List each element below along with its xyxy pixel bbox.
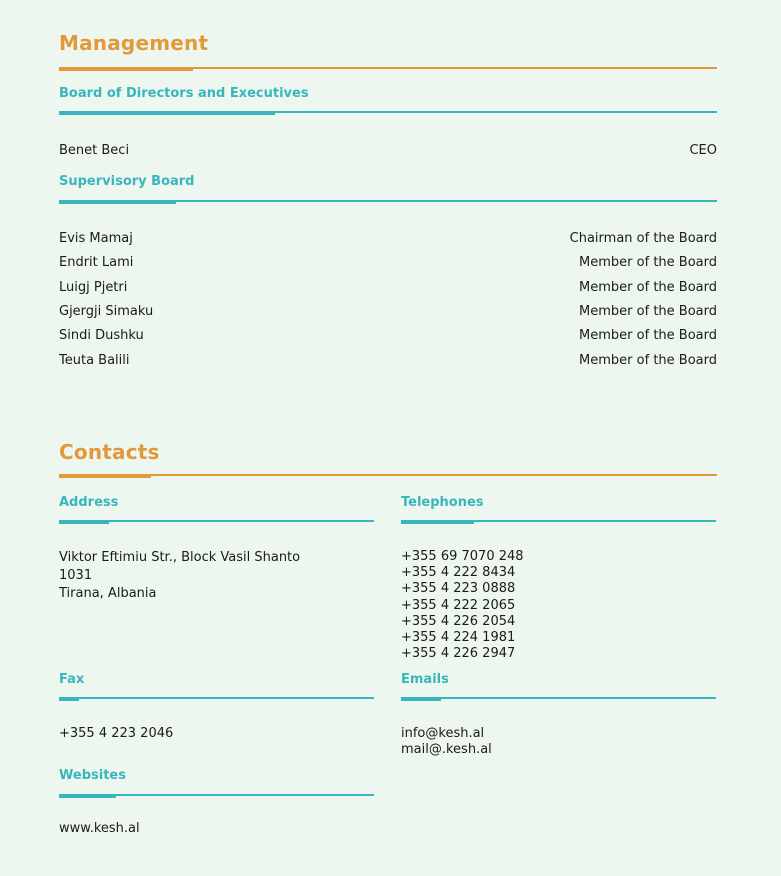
email-link[interactable]: mail@.kesh.al (401, 742, 492, 758)
address-line: 1031 (59, 568, 93, 583)
supervisory-divider (59, 200, 717, 202)
phone-number: +355 4 226 2947 (401, 646, 516, 662)
member-name: Luigj Pjetri (59, 280, 128, 295)
fax-heading: Fax (59, 672, 85, 687)
phone-number: +355 4 226 2054 (401, 613, 516, 629)
member-name: Sindi Dushku (59, 328, 144, 343)
member-role: Member of the Board (579, 328, 717, 343)
member-name: Evis Mamaj (59, 231, 133, 246)
board-exec-heading: Board of Directors and Executives (59, 86, 309, 101)
phone-number: +355 69 7070 248 (401, 549, 524, 564)
member-name: Endrit Lami (59, 255, 134, 270)
email-link[interactable]: info@kesh.al (401, 726, 485, 741)
member-name: Gjergji Simaku (59, 304, 154, 319)
supervisory-heading: Supervisory Board (59, 174, 195, 189)
address-divider (59, 520, 374, 522)
address-line: Viktor Eftimiu Str., Block Vasil Shanto (59, 550, 301, 565)
contacts-heading: Contacts (59, 440, 160, 464)
address-heading: Address (59, 495, 119, 510)
member-role: Member of the Board (579, 304, 717, 319)
phone-number: +355 4 223 0888 (401, 581, 516, 597)
emails-divider (401, 697, 716, 699)
management-heading: Management (59, 31, 209, 55)
management-divider (59, 67, 717, 69)
emails-heading: Emails (401, 672, 449, 687)
phone-number: +355 4 222 2065 (401, 597, 516, 613)
fax-number: +355 4 223 2046 (59, 726, 174, 741)
emails-list (401, 726, 492, 758)
member-role: Chairman of the Board (569, 231, 717, 246)
contacts-divider (59, 474, 717, 476)
telephones-divider (401, 520, 716, 522)
member-name: Teuta Balili (59, 353, 130, 368)
address-block (59, 549, 374, 603)
website-link[interactable]: www.kesh.al (59, 821, 140, 836)
member-name: Benet Beci (59, 143, 130, 158)
phone-number: +355 4 222 8434 (401, 565, 516, 581)
telephones-list (401, 549, 716, 662)
board-exec-divider (59, 111, 717, 113)
member-role: Member of the Board (579, 280, 717, 295)
telephones-heading: Telephones (401, 495, 484, 510)
address-line: Tirana, Albania (59, 586, 157, 601)
member-role: Member of the Board (579, 255, 717, 270)
websites-divider (59, 794, 374, 796)
member-role: Member of the Board (579, 353, 717, 368)
websites-heading: Websites (59, 768, 126, 783)
member-role: CEO (689, 143, 717, 158)
phone-number: +355 4 224 1981 (401, 630, 516, 646)
fax-divider (59, 697, 374, 699)
